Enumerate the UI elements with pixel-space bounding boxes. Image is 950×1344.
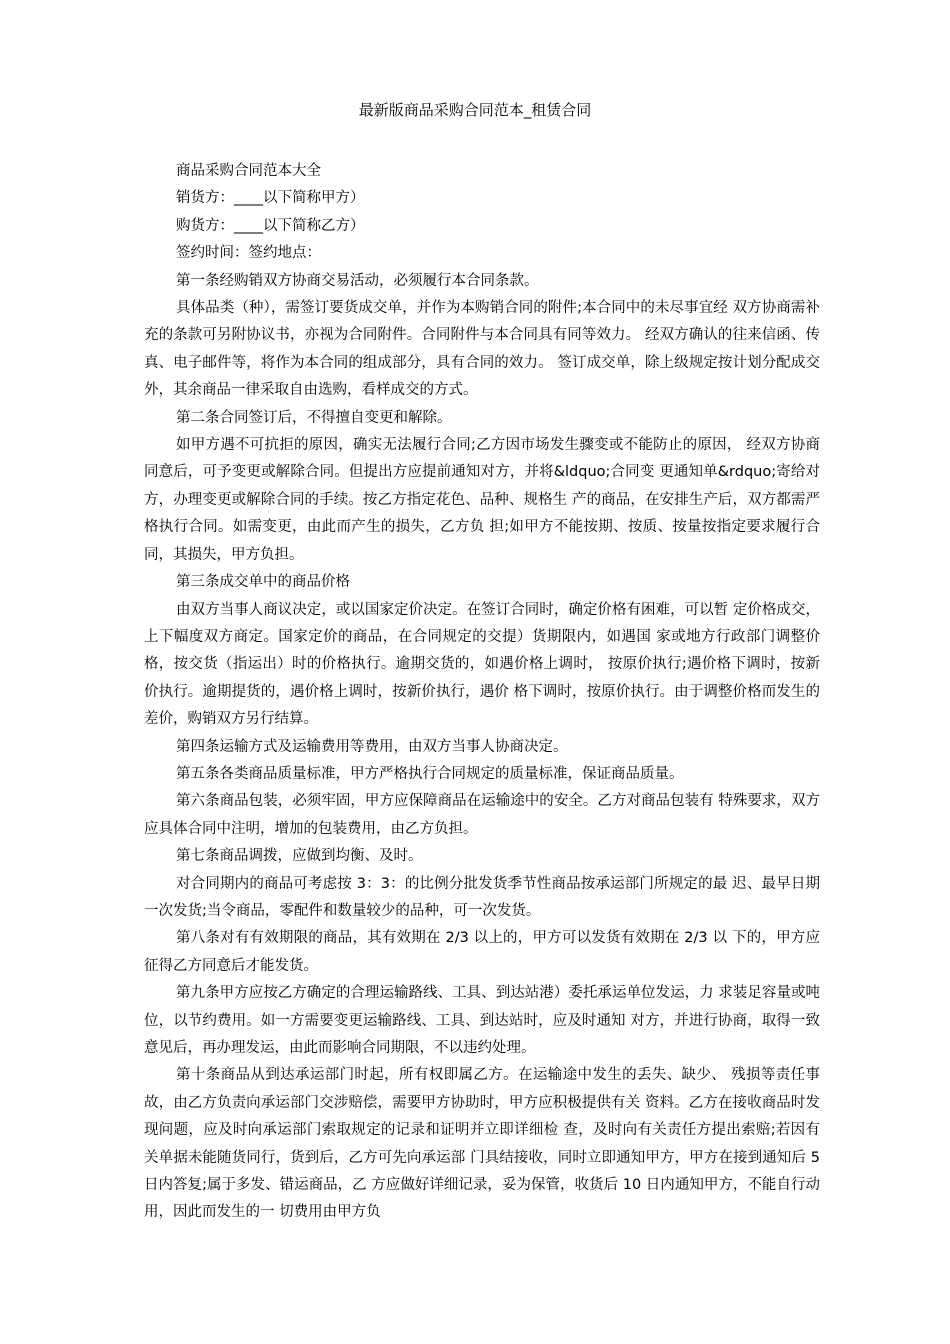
paragraph: 销货方：____以下简称甲方） xyxy=(176,190,365,207)
paragraph: 第一条经购销双方协商交易活动，必须履行本合同条款。 xyxy=(176,272,539,289)
paragraph: 第九条甲方应按乙方确定的合理运输路线、工具、到达站港）委托承运单位发运，力 求装足容量或吨位，以节约费用。如一方需要变更运输路线、工具、到达站时，应及时通知 对方，并进行协商，取得一致意见后，再办理发运，由此而影响合同期限，不以违约处理。 xyxy=(144,985,820,1056)
paragraph: 由双方当事人商议决定，或以国家定价决定。在签订合同时，确定价格有困难，可以暂 定价格成交，上下幅度双方商定。国家定价的商品，在合同规定的交提）货期限内，如遇国 家或地方行政部门调整价格，按交货（指运出）时的价格执行。逾期交货的，如遇价格上调时， 按原价执行;遇价格下调时，按新价执行。逾期提货的，遇价格上调时，按新价执行，遇价 格下调时，按原价执行。由于调整价格而发生的差价，购销双方另行结算。 xyxy=(144,601,820,728)
paragraph: 商品采购合同范本大全 xyxy=(176,163,321,179)
paragraph: 第四条运输方式及运输费用等费用，由双方当事人协商决定。 xyxy=(176,738,568,755)
paragraph: 对合同期内的商品可考虑按 3：3：的比例分批发货季节性商品按承运部门所规定的最 迟、最早日期一次发货;当令商品，零配件和数量较少的品种，可一次发货。 xyxy=(144,875,820,919)
paragraph: 第二条合同签订后，不得擅自变更和解除。 xyxy=(176,409,452,426)
document-body xyxy=(144,158,820,1227)
document-title: 最新版商品采购合同范本_租赁合同 xyxy=(358,101,592,119)
paragraph: 第十条商品从到达承运部门时起，所有权即属乙方。在运输途中发生的丢失、缺少、 残损等责任事故，由乙方负责向承运部门交涉赔偿，需要甲方协助时，甲方应积极提供有关 资料。乙方在接收商品时发现问题，应及时向承运部门索取规定的记录和证明并立即详细检 查，及时向有关责任方提出索赔;若因有关单据未能随货同行，货到后，乙方可先向承运部 门具结接收，同时立即通知甲方，甲方在接到通知后 5 日内答复;属于多发、错运商品，乙 方应做好详细记录，妥为保管，收货后 10 日内通知甲方，不能自行动用，因此而发生的一 切费用由甲方负 xyxy=(144,1067,820,1221)
paragraph: 购货方：____以下简称乙方） xyxy=(176,217,365,234)
paragraph: 第七条商品调拨，应做到均衡、及时。 xyxy=(176,848,423,865)
paragraph: 第五条各类商品质量标准，甲方严格执行合同规定的质量标准，保证商品质量。 xyxy=(176,765,684,782)
paragraph: 如甲方遇不可抗拒的原因，确实无法履行合同;乙方因市场发生骤变或不能防止的原因， 经双方协商同意后，可予变更或解除合同。但提出方应提前通知对方，并将&ldquo;合同变 更通知单&rdquo;寄给对方，办理变更或解除合同的手续。按乙方指定花色、品种、规格生 产的商品，在安排生产后，双方都需严格执行合同。如需变更，由此而产生的损失，乙方负 担;如甲方不能按期、按质、按量按指定要求履行合同，其损失，甲方负担。 xyxy=(144,437,820,563)
paragraph: 具体品类（种），需签订要货成交单，并作为本购销合同的附件;本合同中的未尽事宜经 双方协商需补充的条款可另附协议书，亦视为合同附件。合同附件与本合同具有同等效力。 经双方确认的往来信函、传真、电子邮件等，将作为本合同的组成部分，具有合同的效力。 签订成交单，除上级规定按计划分配成交外，其余商品一律采取自由选购，看样成交的方式。 xyxy=(144,300,820,399)
paragraph: 第八条对有有效期限的商品，其有效期在 2/3 以上的，甲方可以发货有效期在 2/3 以 下的，甲方应征得乙方同意后才能发货。 xyxy=(144,930,820,974)
paragraph: 第三条成交单中的商品价格 xyxy=(176,574,350,591)
paragraph: 签约时间：签约地点： xyxy=(176,245,321,262)
paragraph: 第六条商品包装，必须牢固，甲方应保障商品在运输途中的安全。乙方对商品包装有 特殊要求，双方应具体合同中注明，增加的包装费用，由乙方负担。 xyxy=(144,793,820,837)
